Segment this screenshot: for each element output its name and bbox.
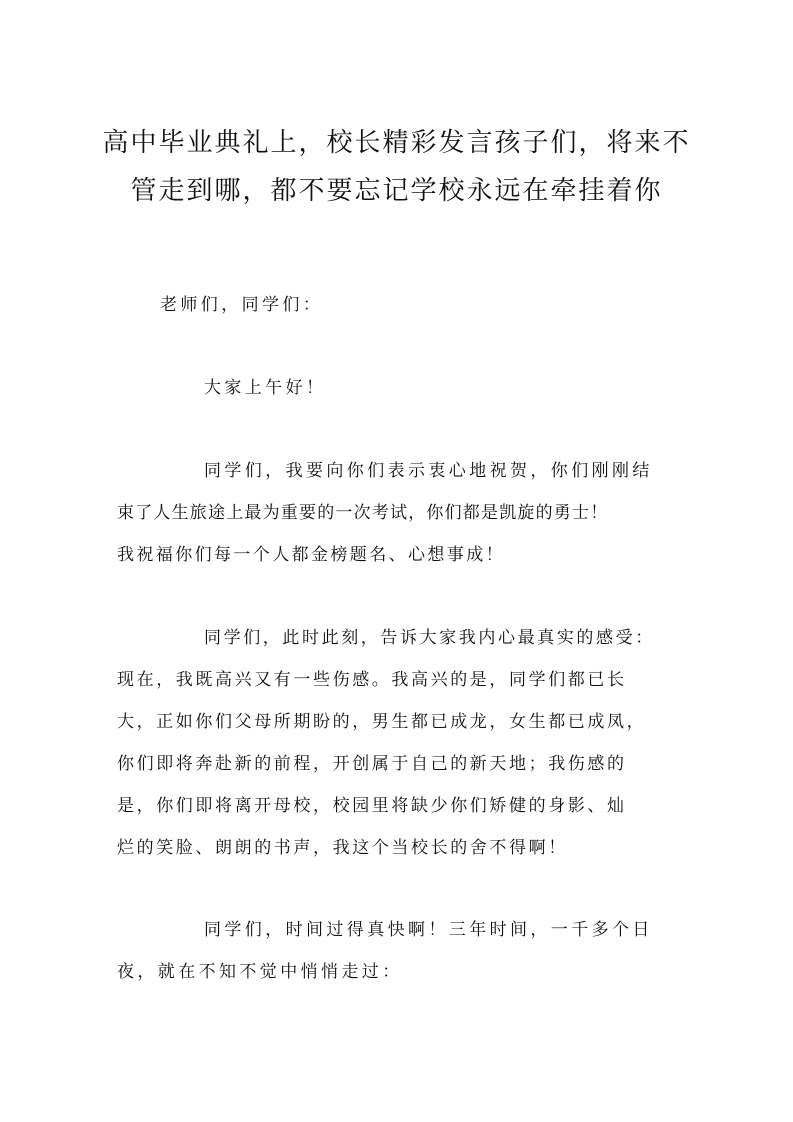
paragraph-line: 你们即将奔赴新的前程，开创属于自己的新天地；我伤感的 xyxy=(117,754,627,774)
paragraph-line: 大，正如你们父母所期盼的，男生都已成龙，女生都已成凤， xyxy=(117,712,647,732)
salutation: 老师们，同学们： xyxy=(160,295,324,315)
greeting: 大家上午好！ xyxy=(204,378,327,398)
paragraph-line: 烂的笑脸、朗朗的书声，我这个当校长的舍不得啊！ xyxy=(117,838,568,858)
paragraph-line: 我祝福你们每一个人都金榜题名、心想事成！ xyxy=(117,545,505,565)
paragraph-line: 同学们，我要向你们表示衷心地祝贺，你们刚刚结 xyxy=(204,461,653,481)
paragraph-line: 束了人生旅途上最为重要的一次考试，你们都是凯旋的勇士！ xyxy=(117,503,609,523)
document-title-line-2: 管走到哪，都不要忘记学校永远在牵挂着你 xyxy=(130,176,663,206)
paragraph-line: 夜，就在不知不觉中悄悄走过： xyxy=(117,962,403,982)
paragraph-line: 是，你们即将离开母校，校园里将缺少你们矫健的身影、灿 xyxy=(117,796,627,816)
paragraph-line: 同学们，时间过得真快啊！三年时间，一千多个日 xyxy=(204,920,653,940)
document-title-line-1: 高中毕业典礼上，校长精彩发言孩子们，将来不 xyxy=(102,128,691,158)
paragraph-line: 同学们，此时此刻，告诉大家我内心最真实的感受： xyxy=(204,628,655,648)
paragraph-line: 现在，我既高兴又有一些伤感。我高兴的是，同学们都已长 xyxy=(117,670,627,690)
